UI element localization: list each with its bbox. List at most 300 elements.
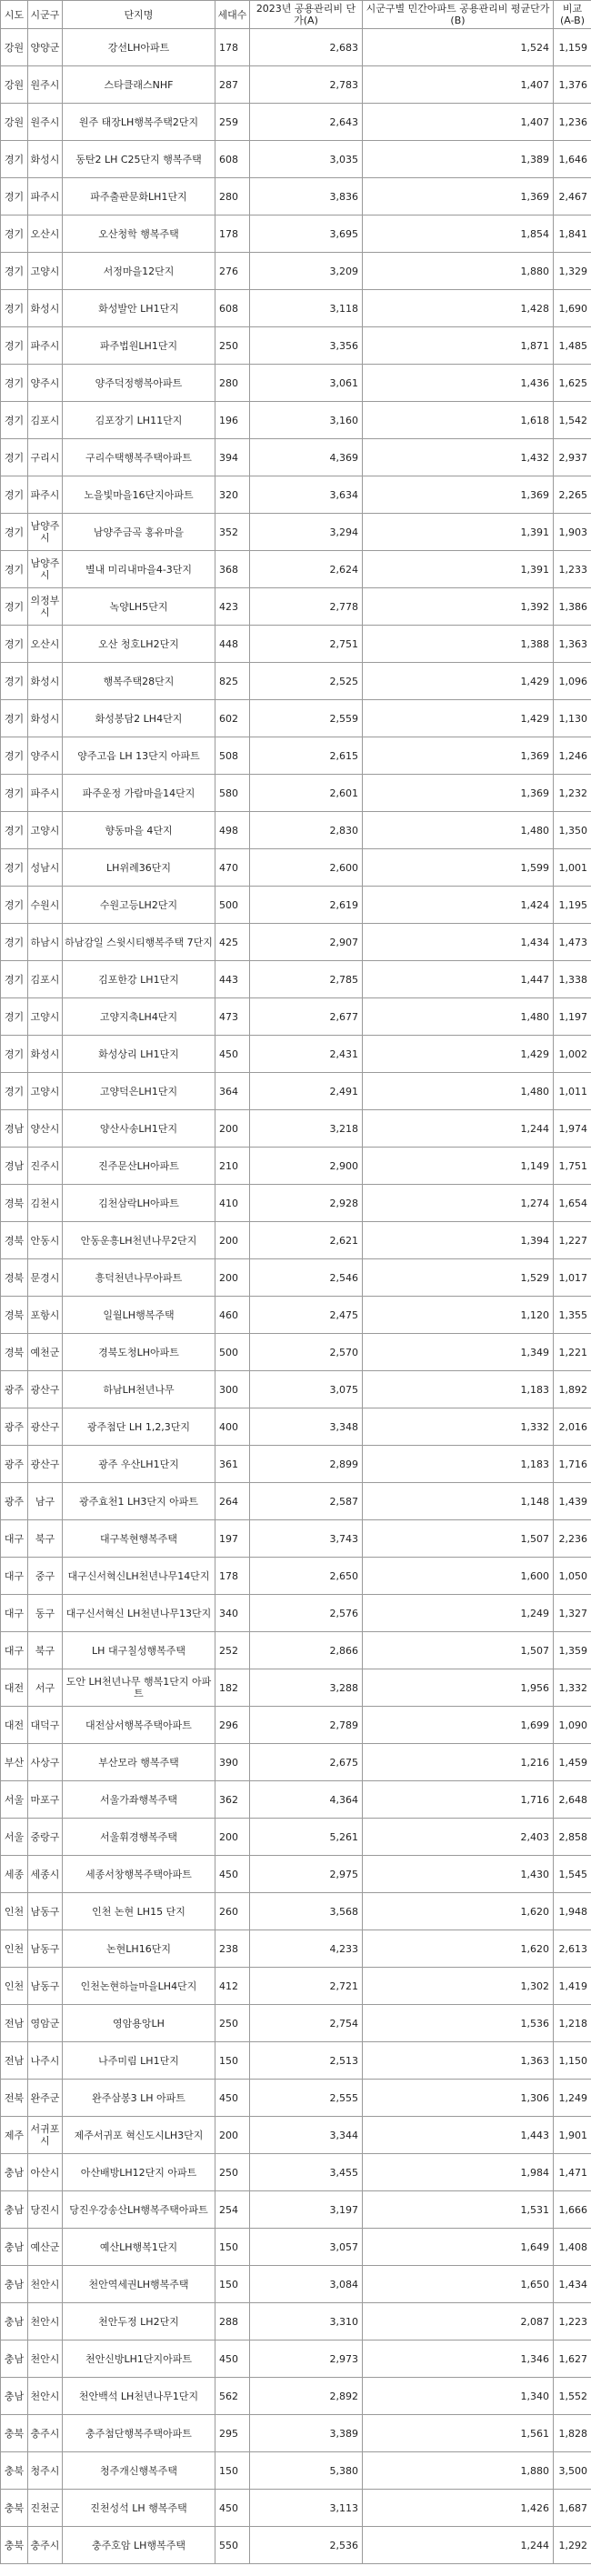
difference-cell: 2,467 xyxy=(554,178,591,216)
difference-cell: 1,471 xyxy=(554,2154,591,2191)
private-avg-fee-cell: 1,369 xyxy=(363,737,554,775)
table-row xyxy=(1,551,591,588)
public-fee-cell: 2,536 xyxy=(250,2527,363,2564)
sigungu-cell: 오산시 xyxy=(28,216,63,253)
difference-cell: 1,249 xyxy=(554,2080,591,2117)
table-row xyxy=(1,737,591,775)
public-fee-cell: 2,525 xyxy=(250,663,363,700)
difference-cell: 1,646 xyxy=(554,141,591,178)
units-cell: 150 xyxy=(215,2452,250,2490)
difference-cell: 1,459 xyxy=(554,1744,591,1781)
table-row xyxy=(1,1558,591,1595)
public-fee-cell: 3,455 xyxy=(250,2154,363,2191)
units-cell: 250 xyxy=(215,2154,250,2191)
complex-name-cell: 경북도청LH아파트 xyxy=(63,1334,215,1371)
table-row xyxy=(1,924,591,961)
sido-cell: 경기 xyxy=(1,663,28,700)
units-cell: 364 xyxy=(215,1073,250,1110)
private-avg-fee-cell: 1,349 xyxy=(363,1334,554,1371)
public-fee-cell: 2,751 xyxy=(250,626,363,663)
public-fee-cell: 2,907 xyxy=(250,924,363,961)
table-row xyxy=(1,2527,591,2564)
difference-cell: 1,485 xyxy=(554,327,591,365)
units-cell: 250 xyxy=(215,327,250,365)
sigungu-cell: 대덕구 xyxy=(28,1707,63,1744)
private-avg-fee-cell: 1,871 xyxy=(363,327,554,365)
private-avg-fee-cell: 1,430 xyxy=(363,1856,554,1893)
table-row xyxy=(1,1595,591,1632)
difference-cell: 1,627 xyxy=(554,2340,591,2378)
complex-name-cell: 광주첨단 LH 1,2,3단지 xyxy=(63,1408,215,1446)
table-row xyxy=(1,476,591,514)
sigungu-cell: 북구 xyxy=(28,1520,63,1558)
public-fee-cell: 2,900 xyxy=(250,1148,363,1185)
sigungu-cell: 구리시 xyxy=(28,439,63,476)
complex-name-cell: 김포한강 LH1단지 xyxy=(63,961,215,998)
difference-cell: 1,545 xyxy=(554,1856,591,1893)
units-cell: 825 xyxy=(215,663,250,700)
private-avg-fee-cell: 1,699 xyxy=(363,1707,554,1744)
complex-name-cell: 아산배방LH12단지 아파트 xyxy=(63,2154,215,2191)
header-sido: 시도 xyxy=(1,1,28,29)
units-cell: 150 xyxy=(215,2229,250,2266)
difference-cell: 1,197 xyxy=(554,998,591,1036)
difference-cell: 1,552 xyxy=(554,2378,591,2415)
units-cell: 500 xyxy=(215,1334,250,1371)
complex-name-cell: 하남감일 스윗시티행복주택 7단지 xyxy=(63,924,215,961)
sido-cell: 강원 xyxy=(1,104,28,141)
sido-cell: 경기 xyxy=(1,1036,28,1073)
units-cell: 450 xyxy=(215,2490,250,2527)
units-cell: 320 xyxy=(215,476,250,514)
sido-cell: 충북 xyxy=(1,2490,28,2527)
complex-name-cell: 광주 우산LH1단지 xyxy=(63,1446,215,1483)
table-row xyxy=(1,1408,591,1446)
private-avg-fee-cell: 2,087 xyxy=(363,2303,554,2340)
units-cell: 260 xyxy=(215,1893,250,1930)
public-fee-cell: 3,075 xyxy=(250,1371,363,1408)
complex-name-cell: 인천논현하늘마을LH4단지 xyxy=(63,1968,215,2005)
units-cell: 250 xyxy=(215,2005,250,2042)
sido-cell: 전북 xyxy=(1,2080,28,2117)
sigungu-cell: 진주시 xyxy=(28,1148,63,1185)
private-avg-fee-cell: 1,429 xyxy=(363,1036,554,1073)
private-avg-fee-cell: 1,984 xyxy=(363,2154,554,2191)
public-fee-cell: 3,743 xyxy=(250,1520,363,1558)
sido-cell: 충북 xyxy=(1,2527,28,2564)
private-avg-fee-cell: 1,436 xyxy=(363,365,554,402)
public-fee-cell: 4,369 xyxy=(250,439,363,476)
complex-name-cell: 원주 태장LH행복주택2단지 xyxy=(63,104,215,141)
private-avg-fee-cell: 1,429 xyxy=(363,700,554,737)
complex-name-cell: 노을빛마을16단지아파트 xyxy=(63,476,215,514)
sigungu-cell: 천안시 xyxy=(28,2378,63,2415)
sido-cell: 대전 xyxy=(1,1669,28,1707)
sigungu-cell: 화성시 xyxy=(28,141,63,178)
sigungu-cell: 화성시 xyxy=(28,663,63,700)
units-cell: 196 xyxy=(215,402,250,439)
complex-name-cell: 서울가좌행복주택 xyxy=(63,1781,215,1819)
sido-cell: 인천 xyxy=(1,1893,28,1930)
units-cell: 287 xyxy=(215,66,250,104)
table-row xyxy=(1,66,591,104)
table-row xyxy=(1,1968,591,2005)
sigungu-cell: 김포시 xyxy=(28,402,63,439)
sido-cell: 인천 xyxy=(1,1930,28,1968)
table-row xyxy=(1,141,591,178)
sido-cell: 경북 xyxy=(1,1185,28,1222)
complex-name-cell: 서울휘경행복주택 xyxy=(63,1819,215,1856)
private-avg-fee-cell: 1,432 xyxy=(363,439,554,476)
public-fee-cell: 3,294 xyxy=(250,514,363,551)
private-avg-fee-cell: 1,369 xyxy=(363,775,554,812)
sigungu-cell: 북구 xyxy=(28,1632,63,1669)
sido-cell: 경기 xyxy=(1,253,28,290)
private-avg-fee-cell: 1,447 xyxy=(363,961,554,998)
units-cell: 178 xyxy=(215,1558,250,1595)
sido-cell: 광주 xyxy=(1,1446,28,1483)
public-fee-cell: 2,601 xyxy=(250,775,363,812)
sido-cell: 강원 xyxy=(1,29,28,66)
sido-cell: 충남 xyxy=(1,2340,28,2378)
units-cell: 448 xyxy=(215,626,250,663)
sido-cell: 경기 xyxy=(1,514,28,551)
difference-cell: 1,892 xyxy=(554,1371,591,1408)
units-cell: 423 xyxy=(215,588,250,626)
public-fee-cell: 2,683 xyxy=(250,29,363,66)
table-body xyxy=(1,29,591,2564)
private-avg-fee-cell: 1,536 xyxy=(363,2005,554,2042)
public-fee-cell: 2,600 xyxy=(250,849,363,887)
public-fee-cell: 3,695 xyxy=(250,216,363,253)
difference-cell: 1,434 xyxy=(554,2266,591,2303)
sigungu-cell: 천안시 xyxy=(28,2303,63,2340)
difference-cell: 1,223 xyxy=(554,2303,591,2340)
table-row xyxy=(1,1334,591,1371)
complex-name-cell: 고양지축LH4단지 xyxy=(63,998,215,1036)
sido-cell: 대구 xyxy=(1,1558,28,1595)
sigungu-cell: 사상구 xyxy=(28,1744,63,1781)
table-row xyxy=(1,439,591,476)
sigungu-cell: 진천군 xyxy=(28,2490,63,2527)
public-fee-cell: 2,624 xyxy=(250,551,363,588)
table-row xyxy=(1,1446,591,1483)
sigungu-cell: 남구 xyxy=(28,1483,63,1520)
sigungu-cell: 안동시 xyxy=(28,1222,63,1259)
complex-name-cell: 파주운정 가람마을14단지 xyxy=(63,775,215,812)
table-row xyxy=(1,1110,591,1148)
table-row xyxy=(1,1222,591,1259)
units-cell: 362 xyxy=(215,1781,250,1819)
complex-name-cell: 향동마을 4단지 xyxy=(63,812,215,849)
units-cell: 252 xyxy=(215,1632,250,1669)
sigungu-cell: 원주시 xyxy=(28,66,63,104)
sigungu-cell: 남양주시 xyxy=(28,514,63,551)
private-avg-fee-cell: 1,332 xyxy=(363,1408,554,1446)
complex-name-cell: 논현LH16단지 xyxy=(63,1930,215,1968)
sido-cell: 부산 xyxy=(1,1744,28,1781)
table-row xyxy=(1,402,591,439)
sido-cell: 대구 xyxy=(1,1595,28,1632)
public-fee-cell: 2,491 xyxy=(250,1073,363,1110)
table-row xyxy=(1,1520,591,1558)
complex-name-cell: 천안역세권LH행복주택 xyxy=(63,2266,215,2303)
table-row xyxy=(1,1893,591,1930)
table-row xyxy=(1,2340,591,2378)
difference-cell: 1,363 xyxy=(554,626,591,663)
sido-cell: 대구 xyxy=(1,1520,28,1558)
sido-cell: 경기 xyxy=(1,812,28,849)
public-fee-cell: 3,218 xyxy=(250,1110,363,1148)
private-avg-fee-cell: 1,956 xyxy=(363,1669,554,1707)
header-difference: 비교 (A-B) xyxy=(554,1,591,29)
private-avg-fee-cell: 1,531 xyxy=(363,2191,554,2229)
units-cell: 498 xyxy=(215,812,250,849)
units-cell: 450 xyxy=(215,2080,250,2117)
table-row xyxy=(1,29,591,66)
sido-cell: 경기 xyxy=(1,327,28,365)
public-fee-cell: 2,650 xyxy=(250,1558,363,1595)
table-row xyxy=(1,1148,591,1185)
units-cell: 443 xyxy=(215,961,250,998)
table-row xyxy=(1,2490,591,2527)
public-fee-cell: 2,615 xyxy=(250,737,363,775)
public-fee-cell: 2,587 xyxy=(250,1483,363,1520)
difference-cell: 1,001 xyxy=(554,849,591,887)
complex-name-cell: 청주개신행복주택 xyxy=(63,2452,215,2490)
difference-cell: 1,974 xyxy=(554,1110,591,1148)
table-row xyxy=(1,2452,591,2490)
private-avg-fee-cell: 1,650 xyxy=(363,2266,554,2303)
sigungu-cell: 김천시 xyxy=(28,1185,63,1222)
table-row xyxy=(1,2266,591,2303)
complex-name-cell: 일월LH행복주택 xyxy=(63,1297,215,1334)
private-avg-fee-cell: 1,426 xyxy=(363,2490,554,2527)
sido-cell: 경기 xyxy=(1,1073,28,1110)
sido-cell: 경기 xyxy=(1,849,28,887)
complex-name-cell: 파주출판문화LH1단지 xyxy=(63,178,215,216)
public-fee-cell: 2,576 xyxy=(250,1595,363,1632)
table-row xyxy=(1,365,591,402)
units-cell: 300 xyxy=(215,1371,250,1408)
private-avg-fee-cell: 1,424 xyxy=(363,887,554,924)
private-avg-fee-cell: 1,369 xyxy=(363,178,554,216)
public-fee-cell: 5,380 xyxy=(250,2452,363,2490)
public-fee-cell: 2,721 xyxy=(250,1968,363,2005)
difference-cell: 1,332 xyxy=(554,1669,591,1707)
table-row xyxy=(1,887,591,924)
public-fee-cell: 2,754 xyxy=(250,2005,363,2042)
units-cell: 210 xyxy=(215,1148,250,1185)
complex-name-cell: 양주덕정행복아파트 xyxy=(63,365,215,402)
complex-name-cell: 세종서창행복주택아파트 xyxy=(63,1856,215,1893)
units-cell: 608 xyxy=(215,290,250,327)
public-fee-cell: 2,778 xyxy=(250,588,363,626)
units-cell: 410 xyxy=(215,1185,250,1222)
public-fee-cell: 3,568 xyxy=(250,1893,363,1930)
private-avg-fee-cell: 1,306 xyxy=(363,2080,554,2117)
public-fee-cell: 2,675 xyxy=(250,1744,363,1781)
sigungu-cell: 남양주시 xyxy=(28,551,63,588)
table-row xyxy=(1,1669,591,1707)
private-avg-fee-cell: 1,183 xyxy=(363,1446,554,1483)
complex-name-cell: 흥덕천년나무아파트 xyxy=(63,1259,215,1297)
table-row xyxy=(1,998,591,1036)
sigungu-cell: 파주시 xyxy=(28,327,63,365)
table-row xyxy=(1,2415,591,2452)
difference-cell: 2,613 xyxy=(554,1930,591,1968)
table-row xyxy=(1,1483,591,1520)
private-avg-fee-cell: 1,507 xyxy=(363,1632,554,1669)
sido-cell: 경기 xyxy=(1,290,28,327)
difference-cell: 2,265 xyxy=(554,476,591,514)
complex-name-cell: 영암용앙LH xyxy=(63,2005,215,2042)
sigungu-cell: 의정부시 xyxy=(28,588,63,626)
sigungu-cell: 양주시 xyxy=(28,737,63,775)
complex-name-cell: 대전삼서행복주택아파트 xyxy=(63,1707,215,1744)
private-avg-fee-cell: 1,302 xyxy=(363,1968,554,2005)
units-cell: 197 xyxy=(215,1520,250,1558)
difference-cell: 1,350 xyxy=(554,812,591,849)
public-fee-cell: 3,197 xyxy=(250,2191,363,2229)
sigungu-cell: 중랑구 xyxy=(28,1819,63,1856)
public-fee-cell: 2,783 xyxy=(250,66,363,104)
sido-cell: 경기 xyxy=(1,588,28,626)
private-avg-fee-cell: 1,392 xyxy=(363,588,554,626)
sido-cell: 충남 xyxy=(1,2154,28,2191)
sigungu-cell: 고양시 xyxy=(28,253,63,290)
difference-cell: 1,327 xyxy=(554,1595,591,1632)
private-avg-fee-cell: 1,274 xyxy=(363,1185,554,1222)
sigungu-cell: 완주군 xyxy=(28,2080,63,2117)
private-avg-fee-cell: 1,120 xyxy=(363,1297,554,1334)
complex-name-cell: 김포장기 LH11단지 xyxy=(63,402,215,439)
table-row xyxy=(1,700,591,737)
complex-name-cell: 천안신방LH1단지아파트 xyxy=(63,2340,215,2378)
units-cell: 425 xyxy=(215,924,250,961)
units-cell: 340 xyxy=(215,1595,250,1632)
difference-cell: 1,246 xyxy=(554,737,591,775)
sigungu-cell: 동구 xyxy=(28,1595,63,1632)
units-cell: 550 xyxy=(215,2527,250,2564)
table-row xyxy=(1,663,591,700)
sido-cell: 경북 xyxy=(1,1297,28,1334)
header-private-avg-fee: 시군구별 민간아파트 공용관리비 평균단가(B) xyxy=(363,1,554,29)
table-row xyxy=(1,290,591,327)
difference-cell: 1,439 xyxy=(554,1483,591,1520)
difference-cell: 1,195 xyxy=(554,887,591,924)
complex-name-cell: 진천성석 LH 행복주택 xyxy=(63,2490,215,2527)
table-row xyxy=(1,812,591,849)
public-fee-cell: 2,559 xyxy=(250,700,363,737)
sigungu-cell: 성남시 xyxy=(28,849,63,887)
sigungu-cell: 김포시 xyxy=(28,961,63,998)
public-fee-cell: 2,973 xyxy=(250,2340,363,2378)
sigungu-cell: 파주시 xyxy=(28,178,63,216)
table-row xyxy=(1,1259,591,1297)
sigungu-cell: 예산군 xyxy=(28,2229,63,2266)
units-cell: 602 xyxy=(215,700,250,737)
table-row xyxy=(1,1781,591,1819)
sido-cell: 충남 xyxy=(1,2229,28,2266)
sido-cell: 광주 xyxy=(1,1483,28,1520)
difference-cell: 1,292 xyxy=(554,2527,591,2564)
sido-cell: 경기 xyxy=(1,365,28,402)
difference-cell: 3,500 xyxy=(554,2452,591,2490)
complex-name-cell: 당진우강송산LH행복주택아파트 xyxy=(63,2191,215,2229)
public-fee-cell: 2,830 xyxy=(250,812,363,849)
difference-cell: 1,002 xyxy=(554,1036,591,1073)
sigungu-cell: 서귀포시 xyxy=(28,2117,63,2154)
difference-cell: 1,221 xyxy=(554,1334,591,1371)
sido-cell: 전남 xyxy=(1,2005,28,2042)
public-fee-cell: 2,513 xyxy=(250,2042,363,2080)
complex-name-cell: LH 대구칠성행복주택 xyxy=(63,1632,215,1669)
sigungu-cell: 화성시 xyxy=(28,1036,63,1073)
sigungu-cell: 남동구 xyxy=(28,1968,63,2005)
difference-cell: 1,948 xyxy=(554,1893,591,1930)
table-row xyxy=(1,1185,591,1222)
public-fee-cell: 2,785 xyxy=(250,961,363,998)
table-row xyxy=(1,849,591,887)
table-row xyxy=(1,1371,591,1408)
private-avg-fee-cell: 1,480 xyxy=(363,1073,554,1110)
table-row xyxy=(1,2191,591,2229)
private-avg-fee-cell: 2,403 xyxy=(363,1819,554,1856)
public-fee-cell: 2,789 xyxy=(250,1707,363,1744)
difference-cell: 1,150 xyxy=(554,2042,591,2080)
table-row xyxy=(1,178,591,216)
table-row xyxy=(1,2080,591,2117)
private-avg-fee-cell: 1,391 xyxy=(363,551,554,588)
sido-cell: 충북 xyxy=(1,2452,28,2490)
private-avg-fee-cell: 1,407 xyxy=(363,104,554,141)
sido-cell: 경기 xyxy=(1,737,28,775)
difference-cell: 2,937 xyxy=(554,439,591,476)
units-cell: 200 xyxy=(215,1222,250,1259)
sido-cell: 광주 xyxy=(1,1408,28,1446)
table-row xyxy=(1,2378,591,2415)
units-cell: 500 xyxy=(215,887,250,924)
sigungu-cell: 고양시 xyxy=(28,998,63,1036)
complex-name-cell: 예산LH행복1단지 xyxy=(63,2229,215,2266)
difference-cell: 1,011 xyxy=(554,1073,591,1110)
table-row xyxy=(1,216,591,253)
difference-cell: 1,376 xyxy=(554,66,591,104)
table-row xyxy=(1,1297,591,1334)
units-cell: 238 xyxy=(215,1930,250,1968)
sigungu-cell: 당진시 xyxy=(28,2191,63,2229)
complex-name-cell: 진주문산LH아파트 xyxy=(63,1148,215,1185)
private-avg-fee-cell: 1,854 xyxy=(363,216,554,253)
units-cell: 400 xyxy=(215,1408,250,1446)
sido-cell: 경북 xyxy=(1,1259,28,1297)
table-row xyxy=(1,2303,591,2340)
sigungu-cell: 양산시 xyxy=(28,1110,63,1148)
sigungu-cell: 마포구 xyxy=(28,1781,63,1819)
difference-cell: 1,096 xyxy=(554,663,591,700)
difference-cell: 1,359 xyxy=(554,1632,591,1669)
table-row xyxy=(1,961,591,998)
public-fee-cell: 2,475 xyxy=(250,1297,363,1334)
difference-cell: 1,542 xyxy=(554,402,591,439)
difference-cell: 1,386 xyxy=(554,588,591,626)
complex-name-cell: 광주효천1 LH3단지 아파트 xyxy=(63,1483,215,1520)
complex-name-cell: LH위례36단지 xyxy=(63,849,215,887)
units-cell: 562 xyxy=(215,2378,250,2415)
units-cell: 200 xyxy=(215,1819,250,1856)
sigungu-cell: 파주시 xyxy=(28,775,63,812)
